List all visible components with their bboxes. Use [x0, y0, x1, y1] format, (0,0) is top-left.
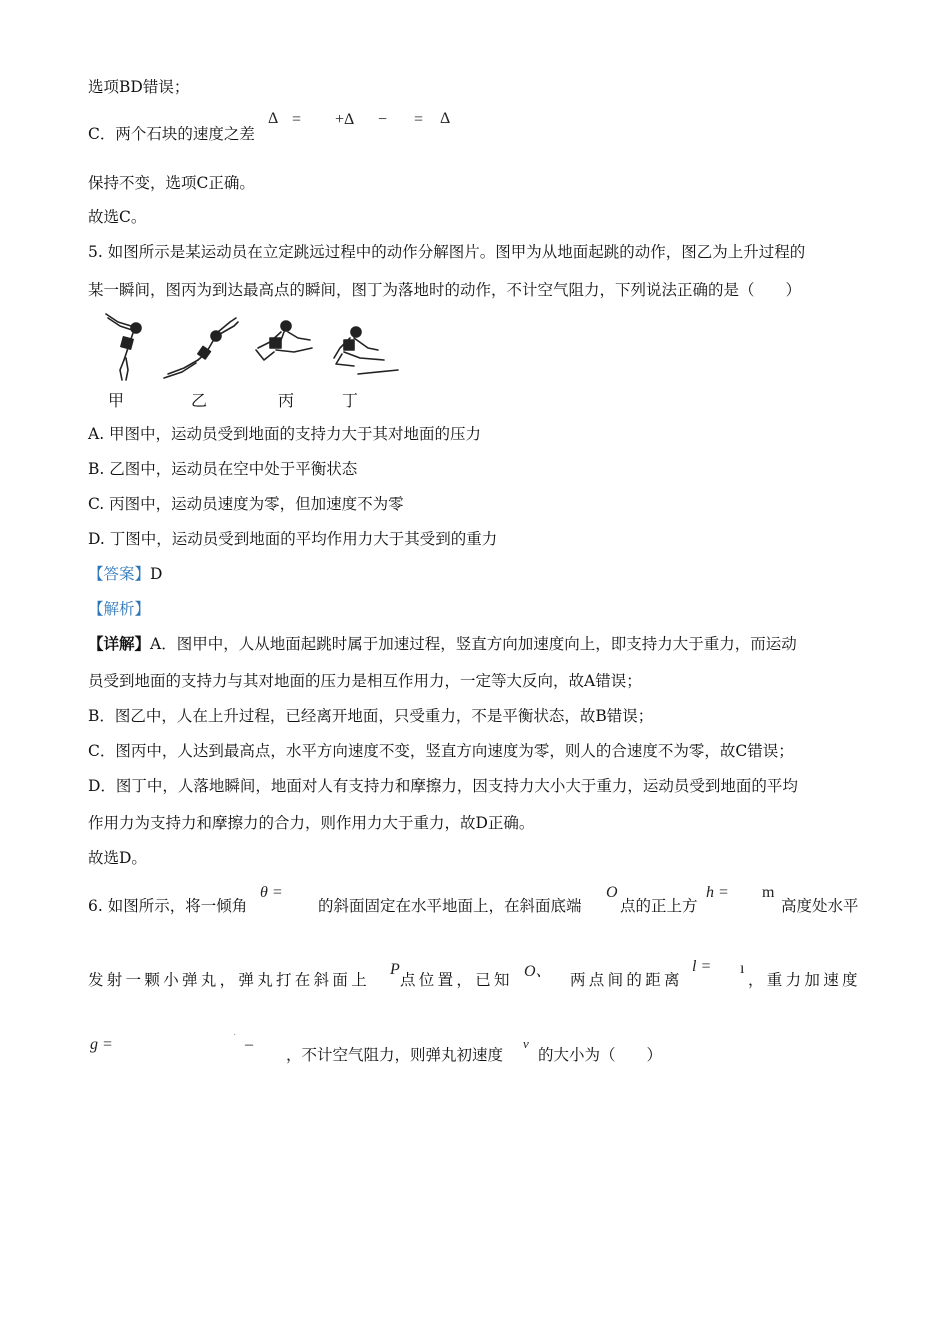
math-delta: Δ: [268, 110, 279, 127]
answer-line: [88, 564, 162, 584]
math-point-o: O: [606, 884, 618, 901]
figure-label-ding: 丁: [342, 391, 359, 410]
question-6-text: 发射一颗小弹丸，弹丸打在斜面上: [88, 971, 371, 989]
detail-line: B．图乙中，人在上升过程，已经离开地面，只受重力，不是平衡状态，故B错误；: [88, 707, 654, 725]
text-line: C．两个石块的速度之差: [88, 125, 255, 143]
math-unit-m: m: [762, 884, 775, 901]
option-d: D. 丁图中，运动员受到地面的平均作用力大于其受到的重力: [88, 530, 498, 548]
answer-tag: 【答案】: [88, 565, 151, 583]
detail-line: 作用力为支持力和摩擦力的合力，则作用力大于重力，故D正确。: [88, 814, 535, 832]
figure-label-jia: 甲: [108, 391, 125, 410]
math-h: h =: [706, 884, 729, 901]
analysis-tag: 【解析】: [88, 600, 151, 618]
detail-line: 故选D。: [88, 849, 147, 867]
math-theta: θ =: [260, 884, 283, 901]
detail-line: D．图丁中，人落地瞬间，地面对人有支持力和摩擦力，因支持力大小大于重力，运动员受到地面的平均: [88, 777, 798, 795]
detail-line: C．图丙中，人达到最高点，水平方向速度不变，竖直方向速度为零，则人的合速度不为零，故C错误；: [88, 742, 794, 760]
math-g-dot: ·: [233, 1030, 237, 1041]
long-jump-figure: [98, 308, 408, 408]
math-g-dash: –: [245, 1036, 253, 1053]
jumper-ding: [334, 327, 398, 374]
jumper-jia: [106, 314, 141, 380]
question-6-text: 点位置，已知: [400, 971, 513, 989]
option-c: C. 丙图中，运动员速度为零，但加速度不为零: [88, 495, 404, 513]
detail-tag: 【详解】: [88, 634, 151, 653]
math-l: l =: [692, 958, 712, 975]
jumper-yi: [164, 318, 238, 378]
math-g: g =: [90, 1036, 113, 1053]
question-6-text: 点的正上方: [620, 897, 698, 915]
math-v: v: [523, 1036, 529, 1051]
question-6-text: 的大小为（ ）: [538, 1046, 663, 1064]
answer-value: D: [150, 565, 163, 583]
question-5-line: 5. 如图所示是某运动员在立定跳远过程中的动作分解图片。图甲为从地面起跳的动作，图乙为上升过程的: [88, 243, 806, 261]
math-delta: Δ: [440, 110, 451, 127]
figure-label-yi: 乙: [191, 391, 208, 410]
question-6-text: 6. 如图所示，将一倾角: [88, 897, 248, 915]
math-equals: =: [292, 111, 302, 128]
math-plus-delta: +Δ: [335, 111, 355, 128]
question-5-line: 某一瞬间，图丙为到达最高点的瞬间，图丁为落地时的动作，不计空气阻力，下列说法正确的是（ ）: [88, 281, 802, 299]
figure-label-bing: 丙: [278, 391, 295, 410]
math-point-o: O、: [524, 963, 552, 980]
question-6-text: ，重力加速度: [748, 971, 861, 989]
math-equals: =: [414, 111, 424, 128]
math-minus: −: [378, 111, 388, 128]
option-a: A. 甲图中，运动员受到地面的支持力大于其对地面的压力: [88, 425, 482, 443]
math-l-tail: ı: [740, 960, 745, 977]
detail-text: A．图甲中，人从地面起跳时属于加速过程，竖直方向加速度向上，即支持力大于重力，而运动: [150, 635, 797, 653]
text-line: 故选C。: [88, 208, 147, 226]
question-6-text: 的斜面固定在水平地面上，在斜面底端: [318, 897, 582, 915]
question-6-text: 高度处水平: [781, 897, 859, 915]
detail-line: 员受到地面的支持力与其对地面的压力是相互作用力，一定等大反向，故A错误；: [88, 672, 642, 690]
math-point-p: P: [390, 961, 400, 978]
question-6-text: 两点间的距离: [570, 971, 683, 989]
option-b: B. 乙图中，运动员在空中处于平衡状态: [88, 460, 358, 478]
question-6-text: ，不计空气阻力，则弹丸初速度: [286, 1046, 504, 1064]
jumper-bing: [256, 321, 312, 360]
text-line: 选项BD错误；: [88, 78, 190, 96]
detail-line: [88, 634, 797, 654]
text-line: 保持不变，选项C正确。: [88, 174, 255, 192]
